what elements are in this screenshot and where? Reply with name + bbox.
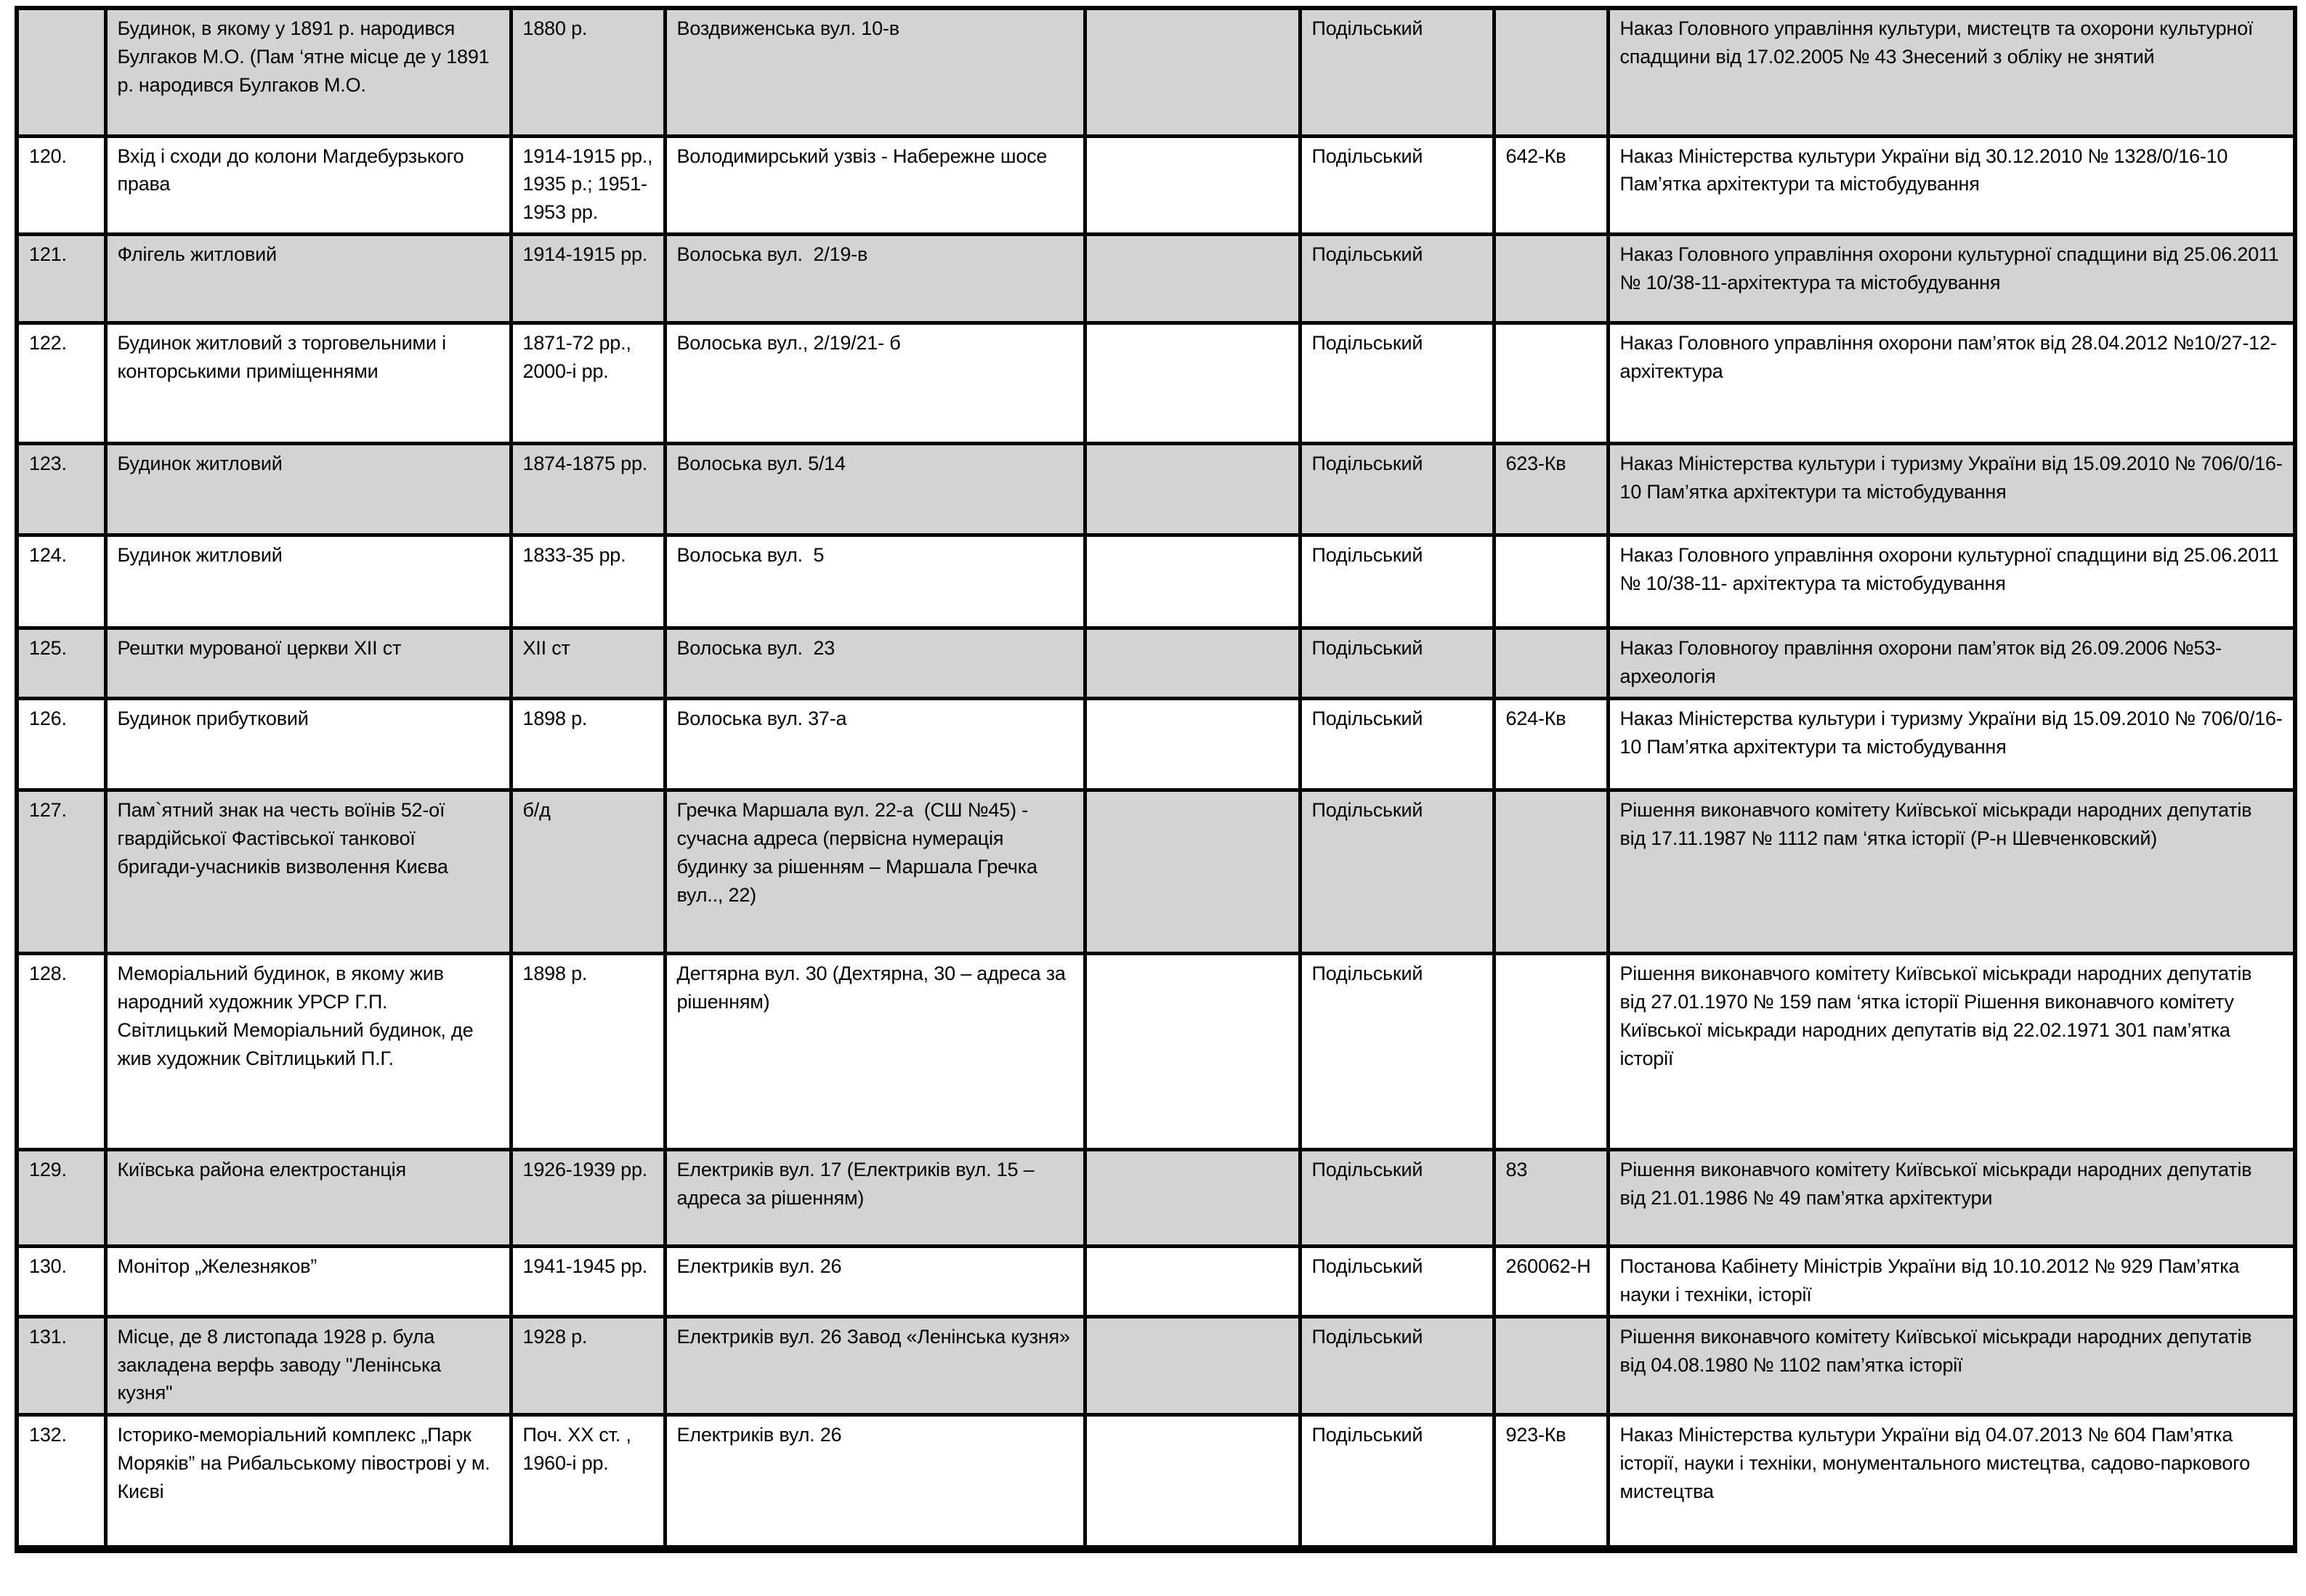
district-cell: Подільський: [1300, 323, 1494, 444]
district-cell: Подільський: [1300, 953, 1494, 1149]
date-cell: 1833-35 рр.: [511, 535, 665, 628]
district-cell: Подільський: [1300, 535, 1494, 628]
row-number-cell: 127.: [17, 790, 105, 953]
address-cell: Електриків вул. 26 Завод «Ленінська кузня»: [665, 1316, 1085, 1415]
district-cell: Подільський: [1300, 136, 1494, 235]
row-number-cell: 130.: [17, 1246, 105, 1316]
table-row: [17, 323, 2295, 444]
blank-cell: [1085, 535, 1300, 628]
table-row: [17, 1246, 2295, 1316]
row-number-cell: 131.: [17, 1316, 105, 1415]
blank-cell: [1085, 953, 1300, 1149]
security-number-cell: [1494, 323, 1608, 444]
blank-cell: [1085, 1415, 1300, 1550]
monument-name-cell: Будинок, в якому у 1891 р. народився Булгаков М.О. (Пам ‘ятне місце де у 1891 р. народився Булгаков М.О.: [105, 8, 511, 136]
address-cell: Волоська вул. 5/14: [665, 444, 1085, 535]
row-number-cell: 129.: [17, 1149, 105, 1246]
monuments-register-table: [15, 6, 2297, 1553]
district-cell: Подільський: [1300, 1246, 1494, 1316]
table-row: [17, 698, 2295, 790]
legal-act-cell: Наказ Головного управління охорони культурної спадщини від 25.06.2011 № 10/38-11-архітектура та містобудування: [1608, 235, 2295, 323]
table-row: [17, 235, 2295, 323]
table-row: [17, 1316, 2295, 1415]
address-cell: Електриків вул. 26: [665, 1415, 1085, 1550]
row-number-cell: 122.: [17, 323, 105, 444]
legal-act-cell: Наказ Міністерства культури України від 30.12.2010 № 1328/0/16-10 Пам’ятка архітектури та містобудування: [1608, 136, 2295, 235]
security-number-cell: 260062-Н: [1494, 1246, 1608, 1316]
row-number-cell: 125.: [17, 628, 105, 699]
legal-act-cell: Наказ Головногоу правління охорони пам’яток від 26.09.2006 №53-археологія: [1608, 628, 2295, 699]
address-cell: Волоська вул. 23: [665, 628, 1085, 699]
address-cell: Волоська вул., 2/19/21- б: [665, 323, 1085, 444]
address-cell: Волоська вул. 37-а: [665, 698, 1085, 790]
table-row: [17, 1149, 2295, 1246]
row-number-cell: 120.: [17, 136, 105, 235]
blank-cell: [1085, 323, 1300, 444]
district-cell: Подільський: [1300, 1149, 1494, 1246]
security-number-cell: 642-Кв: [1494, 136, 1608, 235]
blank-cell: [1085, 628, 1300, 699]
legal-act-cell: Наказ Міністерства культури і туризму України від 15.09.2010 № 706/0/16-10 Пам’ятка архітектури та містобудування: [1608, 698, 2295, 790]
blank-cell: [1085, 235, 1300, 323]
address-cell: Володимирський узвіз - Набережне шосе: [665, 136, 1085, 235]
blank-cell: [1085, 698, 1300, 790]
date-cell: 1914-1915 рр.: [511, 235, 665, 323]
blank-cell: [1085, 1316, 1300, 1415]
date-cell: 1874-1875 рр.: [511, 444, 665, 535]
row-number-cell: 121.: [17, 235, 105, 323]
legal-act-cell: Рішення виконавчого комітету Київської міськради народних депутатів від 17.11.1987 № 1112 пам ‘ятка історії (Р-н Шевченковский): [1608, 790, 2295, 953]
blank-cell: [1085, 8, 1300, 136]
legal-act-cell: Рішення виконавчого комітету Київської міськради народних депутатів від 04.08.1980 № 1102 пам’ятка історії: [1608, 1316, 2295, 1415]
row-number-cell: 128.: [17, 953, 105, 1149]
address-cell: Волоська вул. 2/19-в: [665, 235, 1085, 323]
district-cell: Подільський: [1300, 698, 1494, 790]
blank-cell: [1085, 790, 1300, 953]
security-number-cell: 624-Кв: [1494, 698, 1608, 790]
date-cell: 1898 р.: [511, 953, 665, 1149]
date-cell: 1898 р.: [511, 698, 665, 790]
monument-name-cell: Будинок житловий: [105, 535, 511, 628]
monument-name-cell: Будинок житловий з торговельними і конторськими приміщеннями: [105, 323, 511, 444]
legal-act-cell: Рішення виконавчого комітету Київської міськради народних депутатів від 27.01.1970 № 159 пам ‘ятка історії Рішення виконавчого комітету Київської міськради народних депутатів від 22.02.1971 301 пам’ятка історії: [1608, 953, 2295, 1149]
legal-act-cell: Наказ Міністерства культури і туризму України від 15.09.2010 № 706/0/16-10 Пам’ятка архітектури та містобудування: [1608, 444, 2295, 535]
date-cell: XII ст: [511, 628, 665, 699]
address-cell: Дегтярна вул. 30 (Дехтярна, 30 – адреса за рішенням): [665, 953, 1085, 1149]
legal-act-cell: Наказ Міністерства культури України від 04.07.2013 № 604 Пам’ятка історії, науки і техніки, монументального мистецтва, садово-паркового мистецтва: [1608, 1415, 2295, 1550]
date-cell: 1928 р.: [511, 1316, 665, 1415]
row-number-cell: 126.: [17, 698, 105, 790]
address-cell: Електриків вул. 26: [665, 1246, 1085, 1316]
legal-act-cell: Рішення виконавчого комітету Київської міськради народних депутатів від 21.01.1986 № 49 пам’ятка архітектури: [1608, 1149, 2295, 1246]
district-cell: Подільський: [1300, 444, 1494, 535]
address-cell: Електриків вул. 17 (Електриків вул. 15 – адреса за рішенням): [665, 1149, 1085, 1246]
security-number-cell: 83: [1494, 1149, 1608, 1246]
legal-act-cell: Наказ Головного управління охорони пам’яток від 28.04.2012 №10/27-12- архітектура: [1608, 323, 2295, 444]
table-row: [17, 535, 2295, 628]
monument-name-cell: Вхід і сходи до колони Магдебурзького права: [105, 136, 511, 235]
monument-name-cell: Меморіальний будинок, в якому жив народний художник УРСР Г.П. Світлицький Меморіальний будинок, де жив художник Світлицький П.Г.: [105, 953, 511, 1149]
monument-name-cell: Будинок прибутковий: [105, 698, 511, 790]
table-row: [17, 953, 2295, 1149]
legal-act-cell: Наказ Головного управління культури, мистецтв та охорони культурної спадщини від 17.02.2005 № 43 Знесений з обліку не знятий: [1608, 8, 2295, 136]
address-cell: Гречка Маршала вул. 22-а (СШ №45) - сучасна адреса (первісна нумерація будинку за рішенням – Маршала Гречка вул.., 22): [665, 790, 1085, 953]
security-number-cell: [1494, 1316, 1608, 1415]
security-number-cell: [1494, 8, 1608, 136]
monument-name-cell: Рештки мурованої церкви XII ст: [105, 628, 511, 699]
date-cell: Поч. ХХ ст. , 1960-і рр.: [511, 1415, 665, 1550]
security-number-cell: [1494, 535, 1608, 628]
address-cell: Волоська вул. 5: [665, 535, 1085, 628]
table-row: [17, 1415, 2295, 1550]
security-number-cell: [1494, 628, 1608, 699]
row-number-cell: 132.: [17, 1415, 105, 1550]
blank-cell: [1085, 1246, 1300, 1316]
table-row: [17, 444, 2295, 535]
monument-name-cell: Флігель житловий: [105, 235, 511, 323]
district-cell: Подільський: [1300, 1415, 1494, 1550]
security-number-cell: 923-Кв: [1494, 1415, 1608, 1550]
date-cell: б/д: [511, 790, 665, 953]
security-number-cell: [1494, 953, 1608, 1149]
date-cell: 1880 р.: [511, 8, 665, 136]
district-cell: Подільський: [1300, 628, 1494, 699]
blank-cell: [1085, 136, 1300, 235]
monument-name-cell: Місце, де 8 листопада 1928 р. була закладена верфь заводу "Ленінська кузня": [105, 1316, 511, 1415]
row-number-cell: 123.: [17, 444, 105, 535]
security-number-cell: 623-Кв: [1494, 444, 1608, 535]
date-cell: 1914-1915 рр., 1935 р.; 1951-1953 рр.: [511, 136, 665, 235]
security-number-cell: [1494, 235, 1608, 323]
district-cell: Подільський: [1300, 1316, 1494, 1415]
monument-name-cell: Будинок житловий: [105, 444, 511, 535]
monument-name-cell: Історико-меморіальний комплекс „Парк Моряків” на Рибальському півострові у м. Києві: [105, 1415, 511, 1550]
date-cell: 1941-1945 рр.: [511, 1246, 665, 1316]
district-cell: Подільський: [1300, 790, 1494, 953]
district-cell: Подільський: [1300, 8, 1494, 136]
date-cell: 1926-1939 рр.: [511, 1149, 665, 1246]
address-cell: Воздвиженська вул. 10-в: [665, 8, 1085, 136]
table-row: [17, 136, 2295, 235]
district-cell: Подільський: [1300, 235, 1494, 323]
row-number-cell: [17, 8, 105, 136]
legal-act-cell: Наказ Головного управління охорони культурної спадщини від 25.06.2011 № 10/38-11- архітектура та містобудування: [1608, 535, 2295, 628]
date-cell: 1871-72 рр., 2000-і рр.: [511, 323, 665, 444]
monument-name-cell: Пам`ятний знак на честь воїнів 52-ої гвардійської Фастівської танкової бригади-учасників визволення Києва: [105, 790, 511, 953]
row-number-cell: 124.: [17, 535, 105, 628]
table-row: [17, 790, 2295, 953]
legal-act-cell: Постанова Кабінету Міністрів України від 10.10.2012 № 929 Пам’ятка науки і техніки, історії: [1608, 1246, 2295, 1316]
table-row: [17, 628, 2295, 699]
monument-name-cell: Монітор „Железняков”: [105, 1246, 511, 1316]
monument-name-cell: Київська района електростанція: [105, 1149, 511, 1246]
table-row: [17, 8, 2295, 136]
blank-cell: [1085, 444, 1300, 535]
security-number-cell: [1494, 790, 1608, 953]
blank-cell: [1085, 1149, 1300, 1246]
